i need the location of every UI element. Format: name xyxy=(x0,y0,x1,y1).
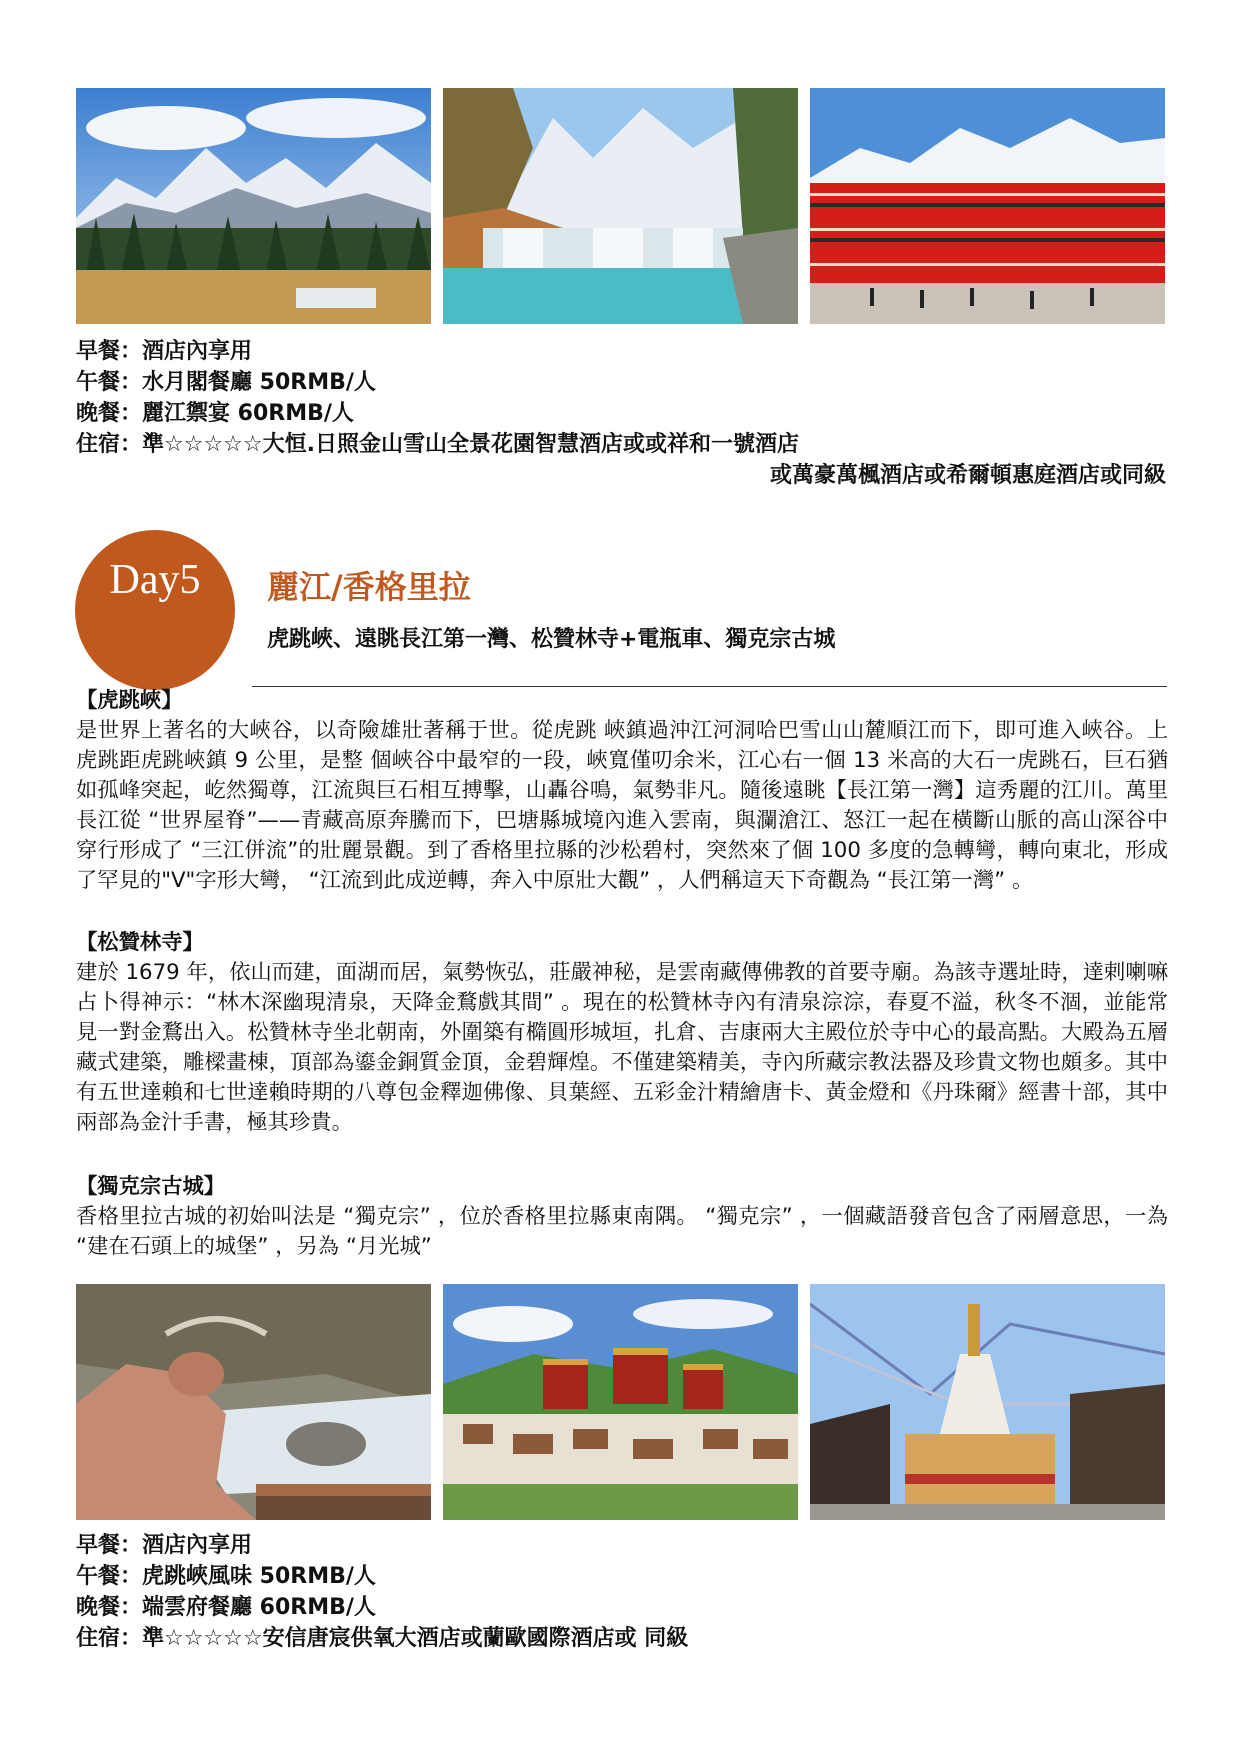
section-heading: 【松贊林寺】 xyxy=(76,930,204,955)
photo-songzanlin-monastery xyxy=(443,1284,798,1520)
day-badge xyxy=(75,530,235,690)
section-body: 建於 1679 年，依山而建，面湖而居，氣勢恢弘，莊嚴神秘，是雲南藏傳佛教的首要寺廟。為該寺選址時，達剌喇嘛占卜得神示：“林木深幽現清泉，天降金鶩戲其間” 。現在的松贊林寺內有清泉淙淙，春夏不溢，秋冬不涸，並能常見一對金鶩出入。松贊林寺坐北朝南，外圍築有橢圓形城垣，扎倉、吉康兩大主殿位於寺中心的最高點。大殿為五層藏式建築，雕樑畫棟，頂部為鎏金銅質金頂，金碧輝煌。不僅建築精美，寺內所藏宗教法器及珍貴文物也頗多。其中有五世達賴和七世達賴時期的八尊包金釋迦佛像、貝葉經、五彩金汁精繪唐卡、黃金燈和《丹珠爾》經書十部，其中兩部為金汁手書，極其珍貴。 xyxy=(76,960,1168,1135)
photo-tiger-leaping-gorge-statue xyxy=(76,1284,431,1520)
section-heading: 【虎跳峽】 xyxy=(76,688,183,713)
meals-day5 xyxy=(76,1530,1166,1654)
dinner-line: 晚餐：麗江禦宴 60RMB/人 xyxy=(76,401,354,426)
lodging-line: 住宿：準☆☆☆☆☆安信唐宸供氧大酒店或蘭歐國際酒店或 同級 xyxy=(76,1626,689,1651)
section-body: 香格里拉古城的初始叫法是 “獨克宗” ，位於香格里拉縣東南隅。 “獨克宗” ，一個藏語發音包含了兩層意思，一為 “建在石頭上的城堡” ，另為 “月光城” xyxy=(76,1204,1168,1259)
breakfast-line: 早餐：酒店內享用 xyxy=(76,339,253,364)
lodging-line-continued: 或萬豪萬楓酒店或希爾頓惠庭酒店或同級 xyxy=(769,463,1166,488)
lodging-line: 住宿：準☆☆☆☆☆大恒.日照金山雪山全景花園智慧酒店或或祥和一號酒店 xyxy=(76,432,799,457)
day-subtitle: 虎跳峽、遠眺長江第一灣、松贊林寺+電瓶車、獨克宗古城 xyxy=(267,627,836,652)
photo-dukezong-stupa xyxy=(810,1284,1165,1520)
lunch-line: 午餐：水月閣餐廳 50RMB/人 xyxy=(76,370,376,395)
breakfast-line: 早餐：酒店內享用 xyxy=(76,1533,253,1558)
lunch-line: 午餐：虎跳峽風味 50RMB/人 xyxy=(76,1564,376,1589)
photo-snow-mountain-meadow xyxy=(76,88,431,324)
section-body: 是世界上著名的大峽谷，以奇險雄壯著稱于世。從虎跳 峽鎮過沖江河洞哈巴雪山山麓順江而下，即可進入峽谷。上虎跳距虎跳峽鎮 9 公里，是整 個峽谷中最窄的一段，峽寬僅叨余米，江心右一個 13 米高的大石一虎跳石，巨石猶如孤峰突起，屹然獨尊，江流與巨石相互搏擊，山轟谷鳴，氣勢非凡。隨後遠眺【長江第一灣】這秀麗的江川。萬里長江從 “世界屋脊”——青藏高原奔騰而下，巴塘縣城境內進入雲南，與瀾滄江、怒江一起在橫斷山脈的高山深谷中穿行形成了 “三江併流”的壯麗景觀。到了香格里拉縣的沙松碧村，突然來了個 100 多度的急轉彎，轉向東北，形成了罕見的"V"字形大彎， “江流到此成逆轉，奔入中原壯大觀” ，人們稱這天下奇觀為 “長江第一灣” 。 xyxy=(76,718,1168,893)
day-title: 麗江/香格里拉 xyxy=(267,568,471,606)
photo-blue-moon-valley-waterfall xyxy=(443,88,798,324)
dinner-line: 晚餐：端雲府餐廳 60RMB/人 xyxy=(76,1595,376,1620)
photo-impression-lijiang-stage xyxy=(810,88,1165,324)
section-dukezong-old-town xyxy=(76,1172,1168,1262)
section-songzanlin-monastery xyxy=(76,928,1168,1138)
section-tiger-leaping-gorge xyxy=(76,686,1168,896)
meals-day4 xyxy=(76,336,1166,491)
section-heading: 【獨克宗古城】 xyxy=(76,1174,226,1199)
day-badge-label: Day5 xyxy=(109,557,201,603)
